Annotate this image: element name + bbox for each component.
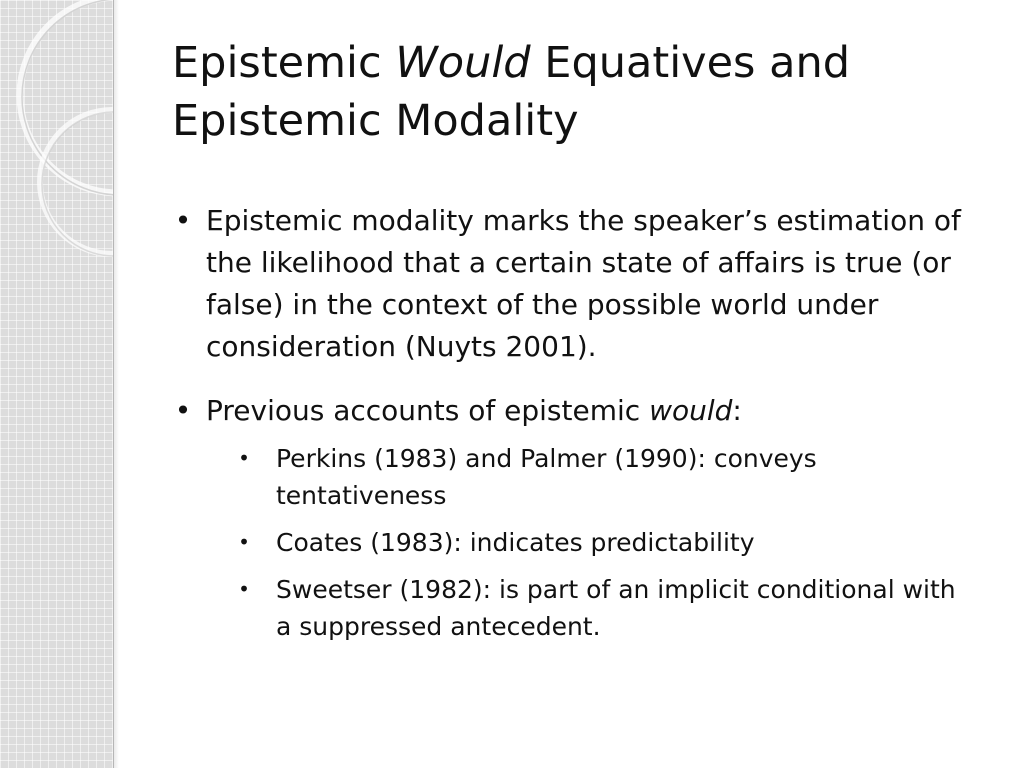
sub-bullet-text: Coates (1983): indicates predictability [276, 528, 755, 557]
title-part-2: Equatives and [530, 38, 851, 88]
bullet-item-2 [172, 390, 972, 432]
decorative-side-panel [0, 0, 114, 768]
bullet-text-before: Previous accounts of epistemic [206, 394, 650, 427]
sub-bullet-dot: • [238, 446, 250, 470]
sub-bullet-item-3 [172, 571, 972, 645]
title-italic-word: Would [395, 38, 531, 88]
sub-bullet-list [172, 440, 972, 645]
side-panel-shadow [113, 0, 119, 768]
title-part-1: Epistemic [172, 38, 396, 88]
bullet-text-italic: would [649, 394, 733, 427]
bullet-dot: • [174, 204, 192, 237]
sub-bullet-dot: • [238, 577, 250, 601]
sub-bullet-item-2 [172, 524, 972, 561]
slide-title [172, 34, 992, 150]
decorative-circles-graphic [0, 0, 113, 768]
title-line-2: Epistemic Modality [172, 96, 579, 146]
slide-body [172, 200, 972, 655]
bullet-dot: • [174, 394, 192, 427]
sub-bullet-dot: • [238, 530, 250, 554]
sub-bullet-text: Perkins (1983) and Palmer (1990): conveys tentativeness [276, 444, 817, 510]
bullet-item-1 [172, 200, 972, 368]
bullet-text-after: : [732, 394, 742, 427]
sub-bullet-text: Sweetser (1982): is part of an implicit conditional with a suppressed antecedent. [276, 575, 956, 641]
bullet-text: Epistemic modality marks the speaker’s estimation of the likelihood that a certain state of affairs is true (or false) in the context of the possible world under consideration (Nuyts 2001). [206, 204, 961, 363]
sub-bullet-item-1 [172, 440, 972, 514]
